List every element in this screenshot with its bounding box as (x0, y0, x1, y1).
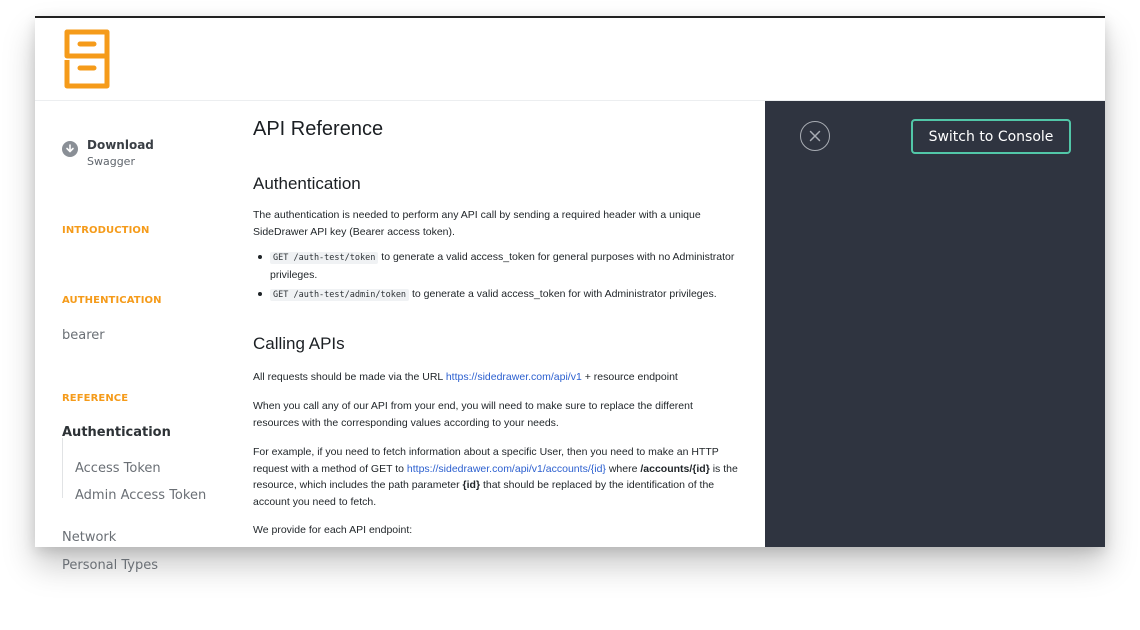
code-snippet: GET /auth-test/token (270, 252, 378, 264)
top-bar (35, 18, 1105, 101)
url-paragraph-text: All requests should be made via the URL (253, 371, 446, 383)
list-item (258, 286, 750, 304)
example-text: that should be replaced by the identification of the account you need to fetch. (253, 479, 715, 508)
section-authentication[interactable]: AUTHENTICATION (62, 295, 162, 306)
example-text: For example, if you need to fetch information about a specific User, then you need to make an HTTP request with a method of GET to (253, 446, 719, 475)
sidebar-subitem-access-token[interactable]: Access Token (75, 461, 161, 476)
list-item-text: to generate a valid access_token for with Administrator privileges. (409, 288, 717, 300)
example-text: is the resource, which includes the path parameter (253, 462, 738, 491)
sidebar-item-partial[interactable]: Personal Types (62, 558, 159, 573)
example-paragraph (253, 444, 741, 510)
sidebar-item-bearer[interactable]: bearer (62, 328, 105, 343)
close-icon[interactable] (800, 121, 830, 151)
calling-apis-heading: Calling APIs (253, 334, 345, 353)
download-title: Download (87, 138, 154, 152)
sidebar-subitems (62, 438, 207, 503)
accounts-url-link[interactable]: https://sidedrawer.com/api/v1/accounts/{id} (406, 462, 606, 475)
sidebar-subitem-admin-access-token[interactable]: Admin Access Token (75, 488, 207, 503)
endpoint-paragraph: We provide for each API endpoint: (253, 524, 413, 536)
url-paragraph (253, 369, 741, 386)
list-item (258, 249, 750, 283)
docs-content (253, 101, 758, 547)
replace-paragraph: When you call any of our API from your end, you will need to make sure to replace the different resources with the corresponding values according to your needs. (253, 400, 693, 429)
code-snippet: GET /auth-test/admin/token (270, 289, 409, 301)
list-item-text: to generate a valid access_token for general purposes with no Administrator privileges. (270, 251, 735, 281)
base-url-link[interactable]: https://sidedrawer.com/api/v1 (445, 371, 582, 383)
page-title: API Reference (253, 118, 384, 140)
auth-paragraph: The authentication is needed to perform any API call by sending a required header with a unique SideDrawer API key (Bearer access token). (253, 209, 701, 238)
path-parameter: {id} (462, 479, 481, 491)
resource-path: /accounts/{id} (640, 462, 710, 475)
section-reference[interactable]: REFERENCE (62, 393, 129, 404)
auth-heading: Authentication (253, 174, 361, 193)
sidedrawer-logo-icon[interactable] (63, 28, 113, 90)
app-window (35, 16, 1105, 573)
url-paragraph-suffix: + resource endpoint (581, 371, 678, 383)
section-introduction[interactable]: INTRODUCTION (62, 225, 150, 236)
sidebar-item-network[interactable]: Network (62, 530, 117, 545)
download-circle-icon (62, 141, 78, 157)
switch-to-console-button[interactable]: Switch to Console (911, 119, 1071, 154)
sidebar-item-authentication[interactable]: Authentication (62, 425, 171, 440)
sidebar (35, 101, 240, 573)
download-swagger-link[interactable] (62, 137, 154, 168)
download-subtitle: Swagger (87, 155, 135, 168)
console-panel (765, 101, 1105, 547)
example-text: where (605, 462, 641, 475)
